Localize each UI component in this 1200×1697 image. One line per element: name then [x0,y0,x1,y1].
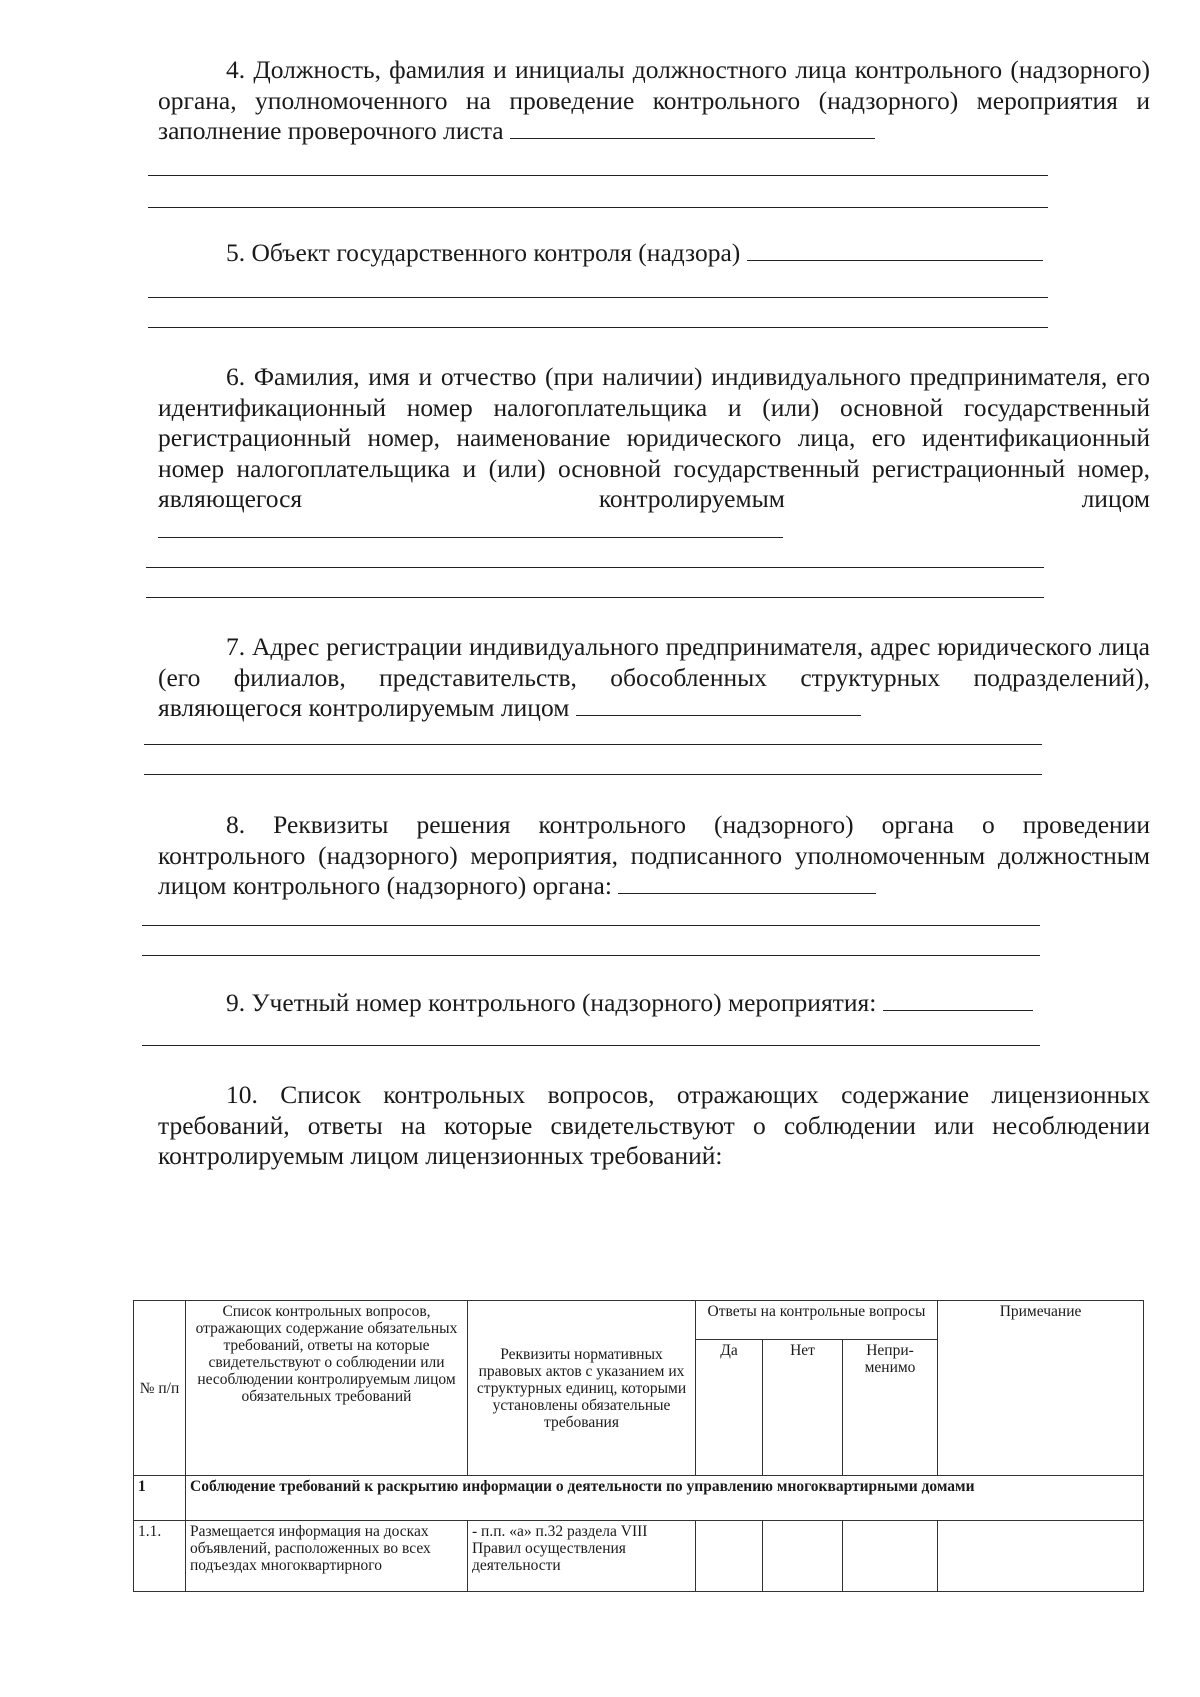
section-9-fill-line[interactable] [883,990,1033,1011]
section-4-blank-line[interactable] [148,207,1048,208]
note-cell[interactable] [938,1521,1144,1592]
checklist-table [133,1300,1144,1592]
section-4-text: 4. Должность, фамилия и инициалы должностного лица контрольного (надзорного) органа, уполномоченного на проведение контрольного (надзорного) мероприятия и заполнение проверочного листа [158,55,1150,145]
header-no: Нет [763,1340,843,1476]
section-6-blank-line[interactable] [146,567,1044,568]
section-6-text: 6. Фамилия, имя и отчество (при наличии) индивидуального предпринимателя, его идентификационный номер налогоплательщика и (или) основной государственный регистрационный номер, наименование юридического лица, его идентификационный номер налогоплательщика и (или) основной государственный регистрационный номер, являющегося контролируемым лицом [158,362,1150,513]
section-8-text: 8. Реквизиты решения контрольного (надзорного) органа о проведении контрольного (надзорного) мероприятия, подписанного уполномоченным должностным лицом контрольного (надзорного) органа: [158,810,1150,900]
header-requisites: Реквизиты нормативных правовых актов с указанием их структурных единиц, которыми установлены обязательные требования [468,1301,696,1476]
row-question: Размещается информация на досках объявлений, расположенных во всех подъездах многоквартирного [186,1521,468,1592]
section-5-text: 5. Объект государственного контроля (надзора) [226,238,741,267]
section-6-blank-line[interactable] [146,597,1044,598]
section-8-blank-line[interactable] [142,925,1040,926]
header-na: Непри-менимо [843,1340,938,1476]
section-7-blank-line[interactable] [144,744,1042,745]
section-7 [158,632,1150,724]
section-8-blank-line[interactable] [142,955,1040,956]
header-yes: Да [696,1340,763,1476]
section-9 [158,988,1150,1019]
header-note: Примечание [938,1301,1144,1476]
section-9-text: 9. Учетный номер контрольного (надзорного) мероприятия: [226,988,877,1017]
section-4 [158,55,1150,147]
section-10 [158,1080,1150,1172]
section-5-blank-line[interactable] [148,327,1048,328]
table-row [134,1521,1144,1592]
section-9-blank-line[interactable] [142,1045,1040,1046]
section-5 [158,238,1150,269]
section-6-fill-line[interactable] [158,517,783,538]
header-answers: Ответы на контрольные вопросы [696,1301,938,1340]
section-5-fill-line[interactable] [747,240,1043,261]
section-4-blank-line[interactable] [148,175,1048,176]
section-5-blank-line[interactable] [148,297,1048,298]
header-questions: Список контрольных вопросов, отражающих содержание обязательных требований, ответы на которые свидетельствуют о соблюдении или несоблюдении контролируемым лицом обязательных требований [186,1301,468,1476]
row-requisite: - п.п. «а» п.32 раздела VIII Правил осуществления деятельности [468,1521,696,1592]
section-7-fill-line[interactable] [576,695,861,716]
section-4-fill-line[interactable] [510,118,875,139]
table-section-row [134,1476,1144,1521]
row-num: 1.1. [134,1521,186,1592]
section-8 [158,810,1150,902]
section-8-fill-line[interactable] [618,873,876,894]
section-7-text: 7. Адрес регистрации индивидуального предпринимателя, адрес юридического лица (его филиалов, представительств, обособленных структурных подразделений), являющегося контролируемым лицом [158,632,1150,722]
answer-yes-cell[interactable] [696,1521,763,1592]
section-7-blank-line[interactable] [144,774,1042,775]
answer-na-cell[interactable] [843,1521,938,1592]
section-6 [158,362,1150,545]
header-num: № п/п [134,1301,186,1476]
answer-no-cell[interactable] [763,1521,843,1592]
section-10-text: 10. Список контрольных вопросов, отражающих содержание лицензионных требований, ответы на которые свидетельствуют о соблюдении или несоблюдении контролируемым лицом лицензионных требований: [158,1080,1150,1170]
section-row-num: 1 [134,1476,186,1521]
table-header-row [134,1301,1144,1340]
section-row-title: Соблюдение требований к раскрытию информации о деятельности по управлению многоквартирными домами [186,1476,1144,1521]
